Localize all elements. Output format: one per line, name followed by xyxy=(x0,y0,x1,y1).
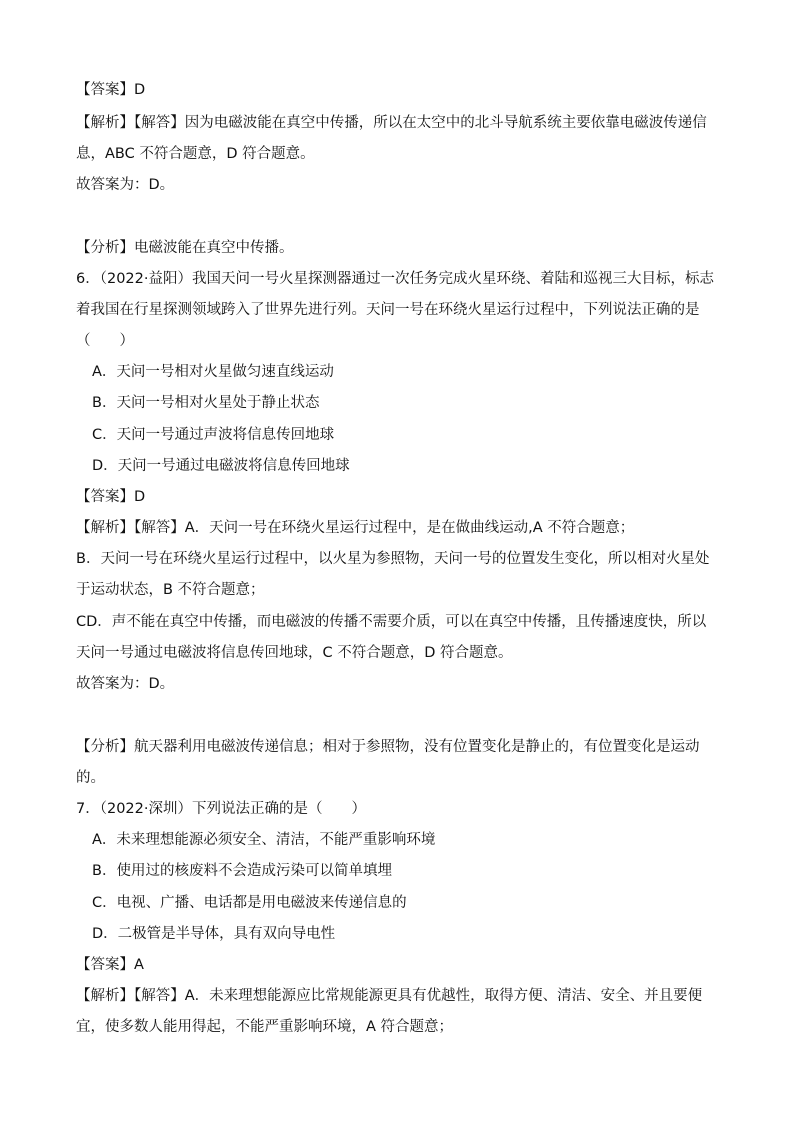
analysis-summary-line: 的。 xyxy=(76,770,105,786)
analysis-line: 于运动状态，B 不符合题意； xyxy=(76,582,265,598)
answer-line: 【答案】D xyxy=(76,82,146,98)
analysis-line: 【解析】【解答】因为电磁波能在真空中传播，所以在太空中的北斗导航系统主要依靠电磁波传递信 xyxy=(76,115,707,131)
analysis-summary-line: 【分析】航天器利用电磁波传递信息；相对于参照物，没有位置变化是静止的，有位置变化是运动 xyxy=(76,739,700,755)
question-7-option-a: A．未来理想能源必须安全、清洁，不能严重影响环境 xyxy=(92,832,436,848)
question-6-stem: 着我国在行星探测领域跨入了世界先进行列。天问一号在环绕火星运行过程中，下列说法正确的是 xyxy=(76,302,700,318)
analysis-line: 息，ABC 不符合题意，D 符合题意。 xyxy=(76,146,315,162)
question-6-stem: 6．（2022·益阳）我国天问一号火星探测器通过一次任务完成火星环绕、着陆和巡视三大目标，标志 xyxy=(76,271,714,287)
conclusion-line: 故答案为：D。 xyxy=(76,177,175,193)
answer-line: 【答案】A xyxy=(76,957,144,973)
question-7-option-b: B．使用过的核废料不会造成污染可以简单填埋 xyxy=(92,863,392,879)
analysis-line: 宜，使多数人能用得起，不能严重影响环境，A 符合题意； xyxy=(76,1019,454,1035)
question-7-stem: 7．（2022·深圳）下列说法正确的是（ ） xyxy=(76,801,366,817)
question-7-option-c: C．电视、广播、电话都是用电磁波来传递信息的 xyxy=(92,895,407,911)
analysis-line: CD．声不能在真空中传播，而电磁波的传播不需要介质，可以在真空中传播，且传播速度快，所以 xyxy=(76,614,707,630)
analysis-summary-line: 【分析】电磁波能在真空中传播。 xyxy=(76,240,294,256)
question-6-option-d: D．天问一号通过电磁波将信息传回地球 xyxy=(92,458,350,474)
question-7-option-d: D．二极管是半导体，具有双向导电性 xyxy=(92,926,336,942)
conclusion-line: 故答案为：D。 xyxy=(76,676,175,692)
question-6-stem: （ ） xyxy=(76,333,134,349)
question-6-option-b: B．天问一号相对火星处于静止状态 xyxy=(92,395,320,411)
answer-line: 【答案】D xyxy=(76,489,146,505)
analysis-line: 天问一号通过电磁波将信息传回地球，C 不符合题意，D 符合题意。 xyxy=(76,645,513,661)
analysis-line: 【解析】【解答】A．天问一号在环绕火星运行过程中，是在做曲线运动,A 不符合题意； xyxy=(76,520,635,536)
analysis-line: 【解析】【解答】A．未来理想能源应比常规能源更具有优越性，取得方便、清洁、安全、并且要便 xyxy=(76,988,703,1004)
question-6-option-a: A．天问一号相对火星做匀速直线运动 xyxy=(92,364,334,380)
analysis-line: B．天问一号在环绕火星运行过程中，以火星为参照物，天问一号的位置发生变化，所以相对火星处 xyxy=(76,551,710,567)
question-6-option-c: C．天问一号通过声波将信息传回地球 xyxy=(92,427,335,443)
